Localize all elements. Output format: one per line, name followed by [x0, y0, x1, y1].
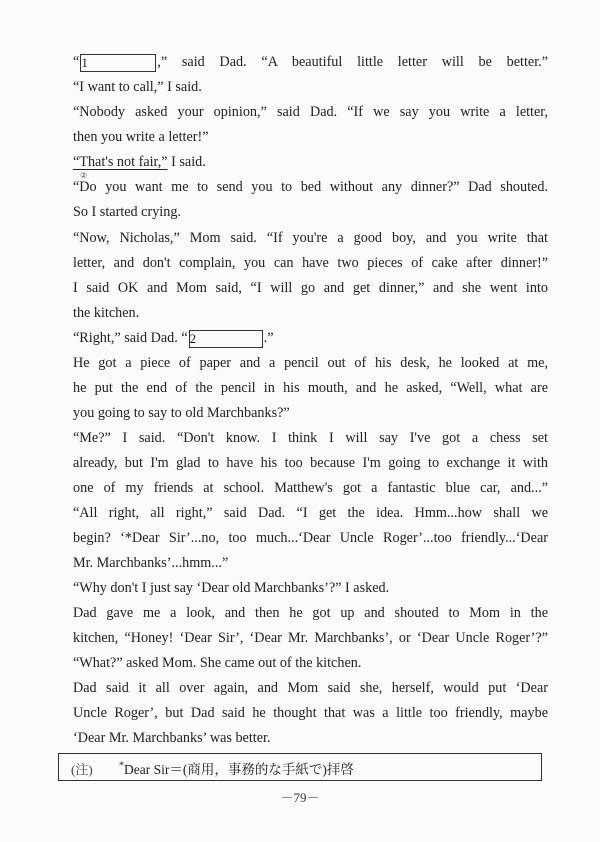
text-line: “Now, Nicholas,” Mom said. “If you're a good boy, and you write that: [73, 230, 548, 246]
text-segment: .”: [263, 330, 274, 346]
text-line: [73, 328, 548, 348]
footnote-label: (注): [71, 762, 93, 777]
text-line: Dad gave me a look, and then he got up and shouted to Mom in the: [73, 605, 548, 621]
text-line: “Why don't I just say ‘Dear old Marchbanks’?” I asked.: [73, 580, 390, 596]
text-line: letter, and don't complain, you can have two pieces of cake after dinner!”: [73, 255, 548, 271]
text-segment: ,” said Dad. “A beautiful little letter will be better.”: [157, 54, 548, 70]
text-line: Mr. Marchbanks’...hmm...”: [73, 555, 229, 571]
text-line: [73, 52, 548, 72]
footnote-box: [58, 753, 542, 781]
text-line: So I started crying.: [73, 204, 181, 220]
text-line: “Nobody asked your opinion,” said Dad. “If we say you write a letter,: [73, 104, 548, 120]
underline-marker-2: ②: [80, 171, 88, 180]
underlined-phrase-2: “That's not fair,”: [73, 154, 168, 170]
text-segment: I said.: [167, 154, 206, 170]
text-line: “What?” asked Mom. She came out of the kitchen.: [73, 655, 362, 671]
text-segment: “Right,” said Dad. “: [73, 330, 188, 346]
text-line: I said OK and Mom said, “I will go and get dinner,” and she went into: [73, 280, 548, 296]
answer-blank-2: 2: [189, 330, 263, 348]
text-line: then you write a letter!”: [73, 129, 209, 145]
text-line: He got a piece of paper and a pencil out of his desk, he looked at me,: [73, 355, 548, 371]
text-line: [73, 152, 548, 172]
text-line: one of my friends at school. Matthew's got a fantastic blue car, and...”: [73, 480, 548, 496]
footnote-text: [119, 758, 354, 778]
text-line: “Me?” I said. “Don't know. I think I will say I've got a chess set: [73, 430, 548, 446]
text-line: kitchen, “Honey! ‘Dear Sir’, ‘Dear Mr. Marchbanks’, or ‘Dear Uncle Roger’?”: [73, 630, 548, 646]
answer-blank-1: 1: [80, 54, 156, 72]
text-line: Dad said it all over again, and Mom said she, herself, would put ‘Dear: [73, 680, 548, 696]
text-line: “Do you want me to send you to bed without any dinner?” Dad shouted.: [73, 179, 548, 195]
text-line: Uncle Roger’, but Dad said he thought that was a little too friendly, maybe: [73, 705, 548, 721]
text-line: begin? ‘*Dear Sir’...no, too much...‘Dear Uncle Roger’...too friendly...‘Dear: [73, 530, 548, 546]
text-line: already, but I'm glad to have his too because I'm going to exchange it with: [73, 455, 548, 471]
text-line: ‘Dear Mr. Marchbanks’ was better.: [73, 730, 271, 746]
text-line: you going to say to old Marchbanks?”: [73, 405, 290, 421]
footnote-term: Dear Sir: [124, 762, 170, 777]
text-line: the kitchen.: [73, 305, 140, 321]
text-segment: “: [73, 54, 80, 70]
footnote-star: *: [119, 760, 124, 772]
footnote-definition: ＝(商用，事務的な手紙で)拝啓: [169, 762, 354, 777]
text-line: “All right, all right,” said Dad. “I get the idea. Hmm...how shall we: [73, 505, 548, 521]
page-number: －79－: [280, 790, 320, 805]
text-line: he put the end of the pencil in his mouth, and he asked, “Well, what are: [73, 380, 548, 396]
text-line: “I want to call,” I said.: [73, 79, 202, 95]
